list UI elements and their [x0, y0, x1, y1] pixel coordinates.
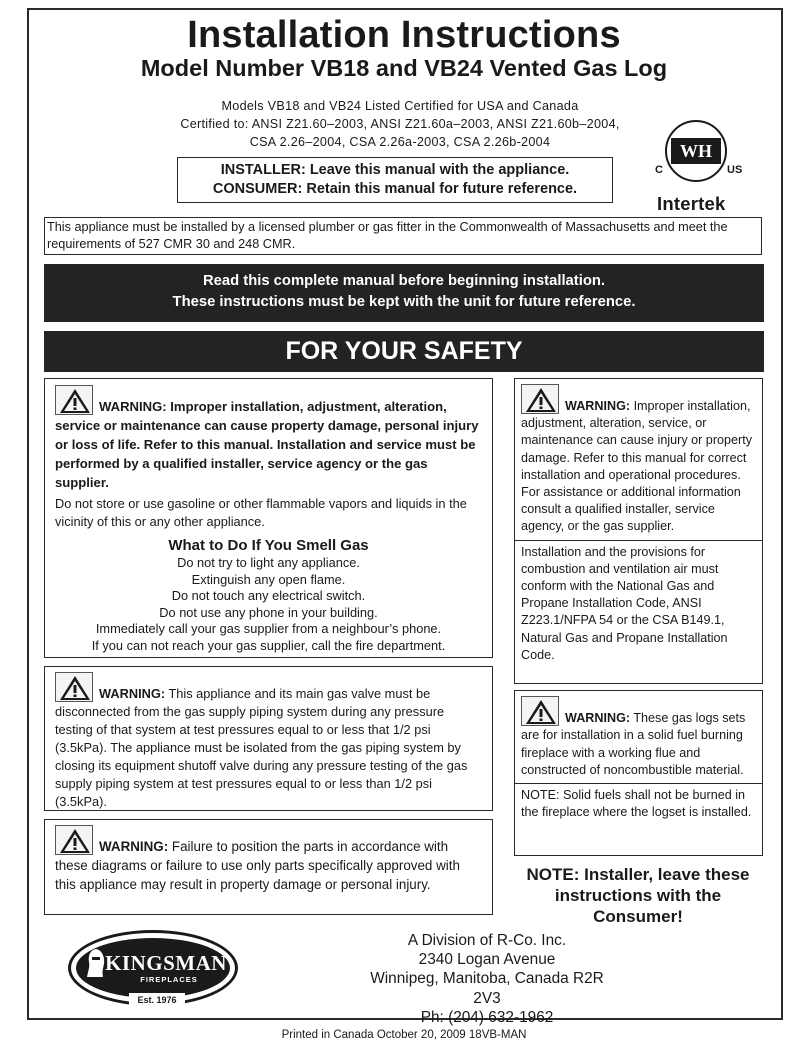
warning-body: Improper installation, adjustment, alteration, service or maintenance can cause property damage, personal injury or loss of life. Refer to this manual. Installation and service must be performed by a qualified installer, service agency or the gas supplier. [55, 399, 479, 490]
warning-triangle-icon [55, 825, 93, 855]
list-item: Extinguish any open flame. [191, 571, 346, 587]
massachusetts-notice: This appliance must be installed by a licensed plumber or gas fitter in the Commonwealth of Massachusetts and meet the requirements of 527 CMR 30 and 248 CMR. [44, 217, 762, 255]
flammable-vapors-text: Do not store or use gasoline or other flammable vapors and liquids in the vicinity of this or any other appliance. [55, 496, 467, 529]
warning-label: WARNING: [565, 711, 631, 725]
warning-triangle-icon [55, 385, 93, 415]
intertek-label: Intertek [657, 193, 726, 214]
cert-line: Certified to: ANSI Z21.60–2003, ANSI Z21.60a–2003, ANSI Z21.60b–2004, [180, 117, 620, 131]
warning-label: WARNING: [99, 686, 166, 701]
warning-box-right-bottom [514, 690, 763, 856]
installer-notice-box [177, 157, 613, 203]
warning-right-text [521, 696, 756, 780]
read-manual-banner [44, 264, 764, 322]
warning-label: WARNING: [99, 839, 169, 854]
warning-label: WARNING: [99, 399, 167, 414]
banner-line: Read this complete manual before beginning installation. [202, 273, 606, 289]
warning-body: These gas logs sets are for installation in a solid fuel burning fireplace with a working flue and constructed of noncombustible material. [521, 711, 746, 778]
cert-us-label: US [727, 164, 743, 176]
list-item: Do not try to light any appliance. [177, 555, 360, 570]
wh-mark: WH [671, 138, 721, 164]
print-footer: Printed in Canada October 20, 2009 18VB-MAN [281, 1029, 527, 1041]
warning-box-parts [44, 819, 493, 915]
cert-c-label: C [655, 164, 663, 176]
warning-right-text [521, 384, 756, 536]
warning-box-pressure [44, 666, 493, 811]
address-line: A Division of R-Co. Inc. [407, 932, 567, 949]
address-line: Winnipeg, Manitoba, Canada R2R 2V3 [370, 970, 604, 1007]
warning-body: Failure to position the parts in accordance with these diagrams or failure to use only parts specifically approved with this appliance may result in property damage or personal injury. [55, 839, 460, 892]
cert-line: Models VB18 and VB24 Listed Certified for USA and Canada [221, 99, 579, 113]
list-item: Do not touch any electrical switch. [171, 588, 366, 603]
warning-label: WARNING: [565, 399, 631, 413]
safety-banner: FOR YOUR SAFETY [44, 331, 764, 372]
installer-line: INSTALLER: Leave this manual with the appliance. [220, 162, 570, 178]
page-title: Installation Instructions [187, 14, 621, 56]
consumer-line: CONSUMER: Retain this manual for future reference. [212, 181, 578, 197]
banner-line: These instructions must be kept with the unit for future reference. [172, 294, 636, 310]
kingsman-logo [68, 930, 238, 1006]
certification-text [140, 97, 660, 151]
smell-gas-list [55, 555, 482, 654]
warning-main-text [55, 385, 482, 492]
warning-body: Improper installation, adjustment, alteration, service, or maintenance can cause injury or property damage. Refer to this manual for correct installation and operational procedures. For assistance or additional information consult a qualified installer, service agency, or the gas supplier. [521, 399, 753, 534]
page-subtitle: Model Number VB18 and VB24 Vented Gas Log [140, 55, 668, 81]
list-item: If you can not reach your gas supplier, call the fire department. [91, 637, 446, 653]
list-item: Immediately call your gas supplier from a neighbour’s phone. [95, 621, 442, 636]
smell-gas-heading: What to Do If You Smell Gas [168, 537, 369, 554]
solid-fuel-note: NOTE: Solid fuels shall not be burned in the fireplace where the logset is installed. [515, 783, 762, 822]
logo-established: Est. 1976 [129, 993, 185, 1008]
logo-brand: KINGSMAN [105, 951, 227, 975]
warning-triangle-icon [521, 384, 559, 414]
logo-subtitle: FIREPLACES [140, 975, 198, 984]
installer-consumer-note: NOTE: Installer, leave these instructions with the Consumer! [526, 865, 750, 926]
intertek-certification-mark [653, 120, 743, 216]
warning-body: This appliance and its main gas valve must be disconnected from the gas supply piping system during any pressure testing of that system at test pressures equal to or less that 1/2 psi (3.5kPa). The appliance must be isolated from the gas piping system by closing its equipment shutoff valve during any pressure testing of the gas supply piping system at test pressures equal to or less than 1/2 psi (3.5kPa). [55, 686, 468, 809]
warning-box-main [44, 378, 493, 658]
installation-provisions-text: Installation and the provisions for combustion and ventilation air must conform with the National Gas and Propane Installation Code, ANSI Z223.1/NFPA 54 or the CSA B149.1, Natural Gas and Propane Installation Code. [515, 540, 762, 664]
warning-triangle-icon [55, 672, 93, 702]
list-item: Do not use any phone in your building. [159, 604, 378, 620]
address-line: 2340 Logan Avenue [418, 951, 556, 969]
warning-box-right-top [514, 378, 763, 684]
warning-triangle-icon [521, 696, 559, 726]
address-line: Ph: (204) 632-1962 [420, 1008, 554, 1026]
cert-line: CSA 2.26–2004, CSA 2.26a-2003, CSA 2.26b-2004 [249, 135, 551, 149]
company-address [370, 931, 604, 1027]
